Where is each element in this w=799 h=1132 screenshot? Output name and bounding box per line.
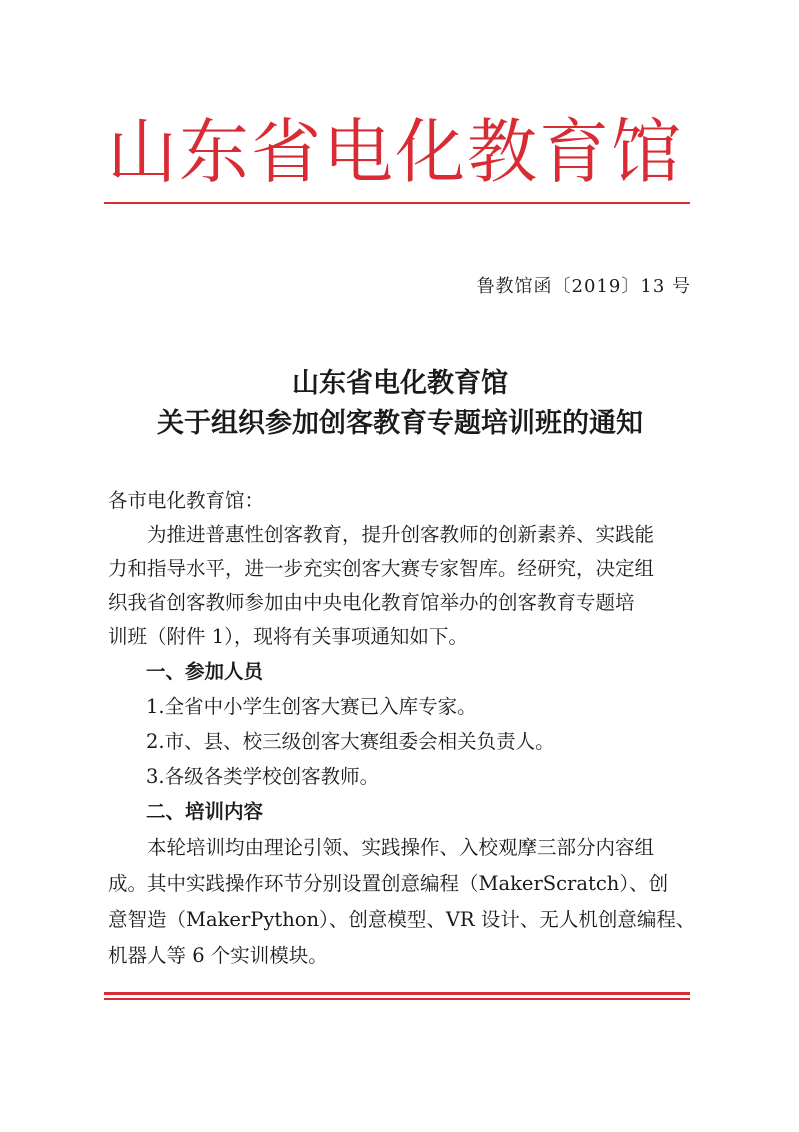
salutation: 各市电化教育馆： [108,489,265,512]
intro-line-3: 织我省创客教师参加由中央电化教育馆举办的创客教育专题培 [108,591,635,614]
notice-title-line-1: 山东省电化教育馆 [292,368,508,399]
intro-line-4: 训班（附件 1），现将有关事项通知如下。 [108,625,468,648]
section-1-item-2: 2.市、县、校三级创客大赛组委会相关负责人。 [146,730,555,753]
section-2-heading: 二、培训内容 [146,800,264,823]
section-2-line-1: 本轮培训均由理论引领、实践操作、入校观摩三部分内容组 [108,836,655,859]
section-2-line-4: 机器人等 6 个实训模块。 [108,944,328,967]
intro-line-2: 力和指导水平，进一步充实创客大赛专家智库。经研究，决定组 [108,557,655,580]
section-2-line-3: 意智造（MakerPython）、创意模型、VR 设计、无人机创意编程、 [108,908,696,931]
footer-red-rule-thin [104,998,690,1000]
document-number: 鲁教馆函〔2019〕13 号 [476,276,691,297]
notice-title-line-2: 关于组织参加创客教育专题培训班的通知 [157,408,643,439]
intro-line-1: 为推进普惠性创客教育，提升创客教师的创新素养、实践能 [108,523,655,546]
footer-red-rule-thick [104,992,690,995]
section-1-item-3: 3.各级各类学校创客教师。 [146,765,380,788]
section-2-line-2: 成。其中实践操作环节分别设置创意编程（MakerScratch）、创 [108,872,669,895]
section-1-heading: 一、参加人员 [146,660,264,683]
masthead-red-rule [104,202,690,204]
masthead-title: 山东省电化教育馆 [107,111,683,193]
section-1-item-1: 1.全省中小学生创客大赛已入库专家。 [146,695,477,718]
